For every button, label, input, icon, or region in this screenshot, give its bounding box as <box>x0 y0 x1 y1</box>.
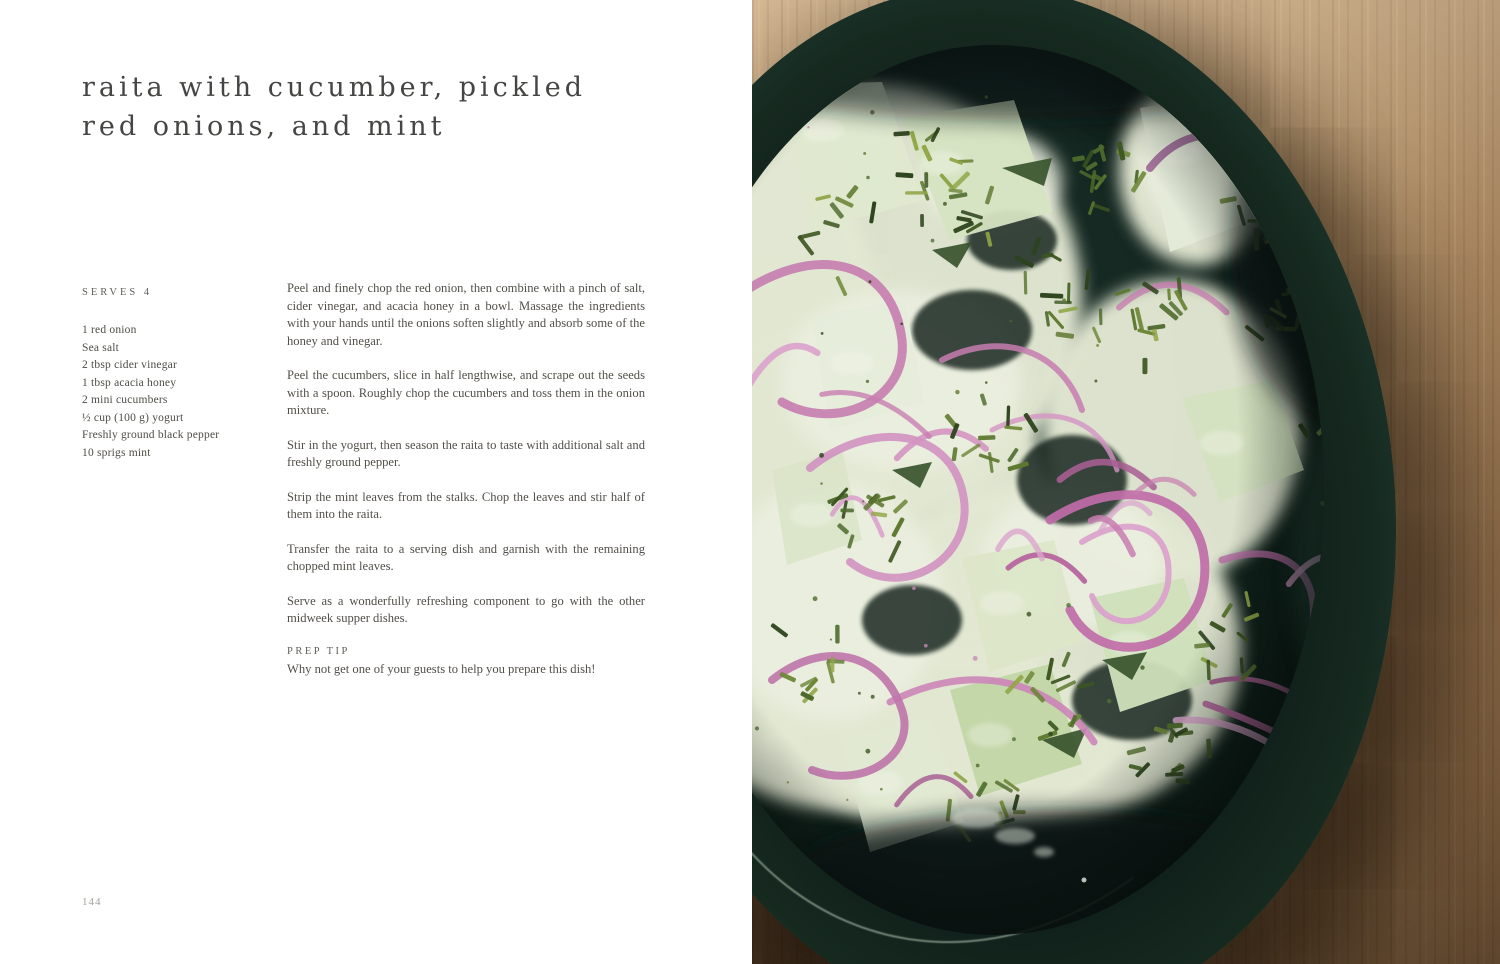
ingredient-item: ½ cup (100 g) yogurt <box>82 411 184 424</box>
ingredients-panel <box>82 287 282 462</box>
ingredient-item: 2 mini cucumbers <box>82 394 168 406</box>
method-paragraph: Strip the mint leaves from the stalks. Chop the leaves and stir half of them into the raita. <box>287 489 645 521</box>
page-number: 144 <box>82 896 102 908</box>
serves-label: SERVES 4 <box>82 287 153 298</box>
method-paragraph: Stir in the yogurt, then season the raita to taste with additional salt and freshly ground pepper. <box>287 437 645 469</box>
ingredient-item: 10 sprigs mint <box>82 446 151 459</box>
recipe-title-line1: raita with cucumber, pickled <box>82 72 587 103</box>
method-column <box>287 280 645 678</box>
recipe-title <box>82 68 586 146</box>
method-paragraph: Serve as a wonderfully refreshing component to go with the other midweek supper dishes. <box>287 593 645 625</box>
method-paragraph: Transfer the raita to a serving dish and garnish with the remaining chopped mint leaves. <box>287 541 645 573</box>
method-paragraph: Peel the cucumbers, slice in half lengthwise, and scrape out the seeds with a spoon. Roughly chop the cucumbers and toss them in the onion mixture. <box>287 368 645 417</box>
recipe-title-line2: red onions, and mint <box>82 111 446 142</box>
raita-salad <box>752 0 1500 964</box>
ingredient-item: Freshly ground black pepper <box>82 429 220 441</box>
method-paragraph: Peel and finely chop the red onion, then combine with a pinch of salt, cider vinegar, and acacia honey in a bowl. Massage the ingredients with your hands until the onions soften slightly and absorb some of the honey and vinegar. <box>287 281 645 348</box>
ingredient-item: Sea salt <box>82 341 120 354</box>
ingredient-item: 2 tbsp cider vinegar <box>82 359 178 371</box>
ingredient-item: 1 red onion <box>82 324 137 336</box>
prep-tip-label: PREP TIP <box>287 645 350 657</box>
ingredient-item: 1 tbsp acacia honey <box>82 376 177 389</box>
ingredients-list <box>82 322 282 462</box>
prep-tip-text: Why not get one of your guests to help you prepare this dish! <box>287 661 596 676</box>
dish-photo <box>752 0 1500 964</box>
